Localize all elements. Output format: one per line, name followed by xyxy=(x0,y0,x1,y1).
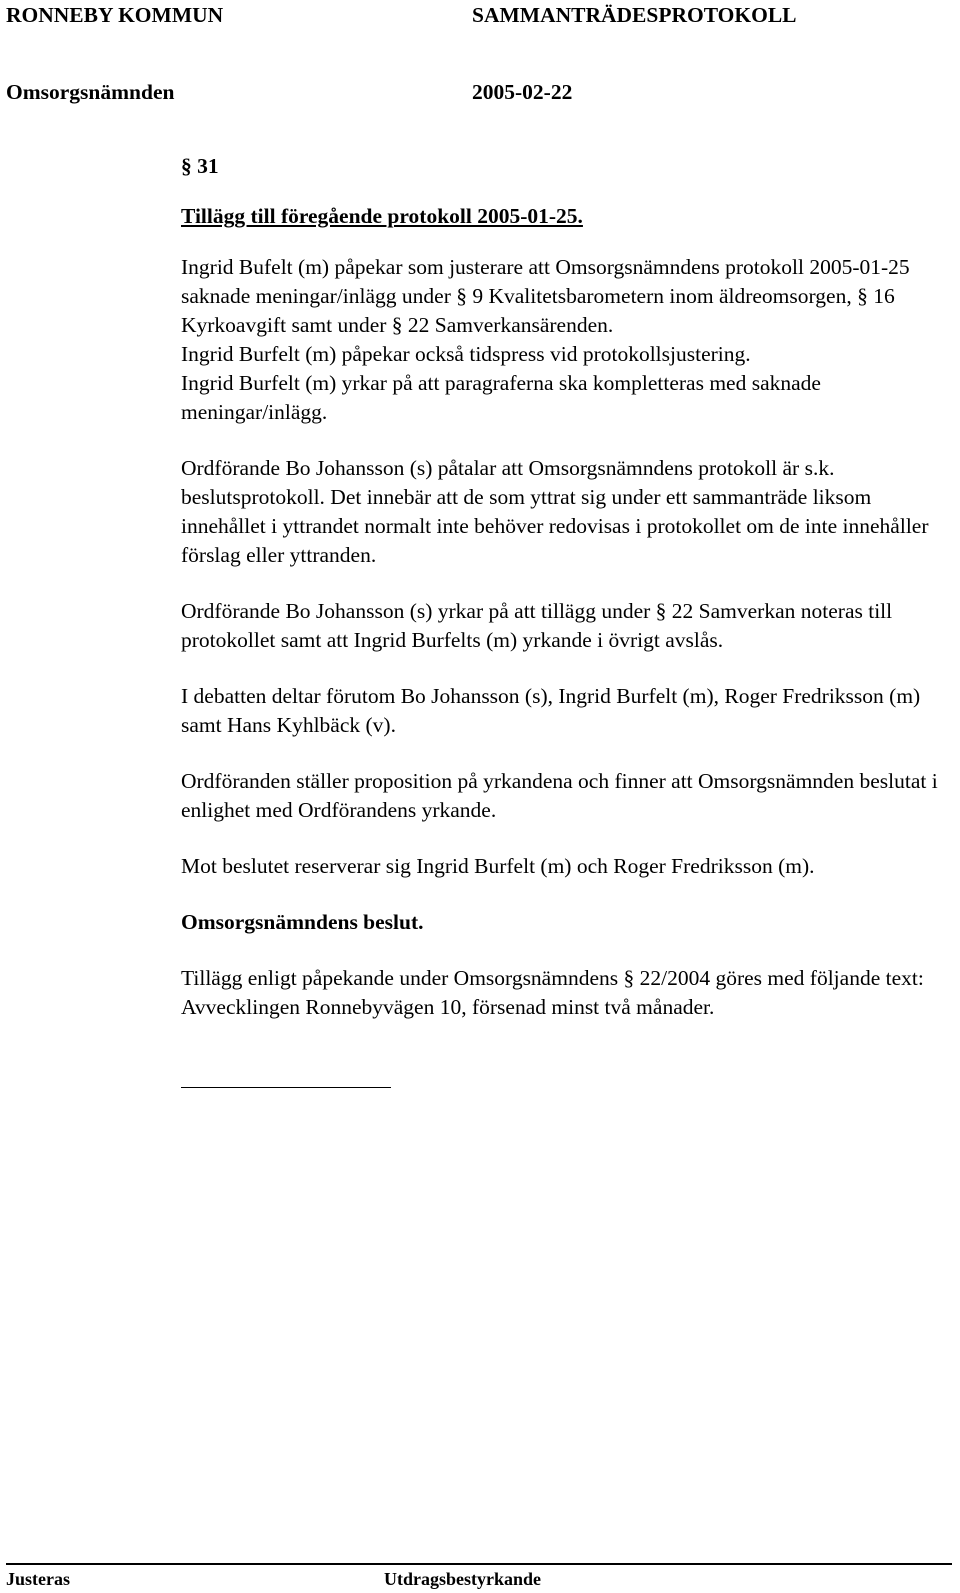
committee-name: Omsorgsnämnden xyxy=(6,80,175,104)
decision-heading: Omsorgsnämndens beslut. xyxy=(181,910,424,934)
decision-text: Tillägg enligt påpekande under Omsorgsnämndens § 22/2004 göres med följande text: Avvecklingen Ronnebyvägen 10, försenad minst två månader. xyxy=(181,966,924,1019)
municipality-name: RONNEBY KOMMUN xyxy=(6,3,224,27)
section-title: Tillägg till föregående protokoll 2005-01-25. xyxy=(181,204,583,228)
section-body xyxy=(181,152,951,1022)
meeting-date: 2005-02-22 xyxy=(472,80,573,104)
paragraph-complaint: Ingrid Bufelt (m) påpekar som justerare att Omsorgsnämndens protokoll 2005-01-25 saknade meningar/inlägg under § 9 Kvalitetsbarometern inom äldreomsorgen, § 16 Kyrkoavgift samt under § 22 Samverkansärenden. xyxy=(181,255,910,337)
footer-justeras: Justeras xyxy=(6,1569,70,1589)
section-number: § 31 xyxy=(181,154,219,178)
paragraph-chair-proposal: Ordförande Bo Johansson (s) yrkar på att tillägg under § 22 Samverkan noteras till protokollet samt att Ingrid Burfelts (m) yrkande i övrigt avslås. xyxy=(181,599,893,652)
signature-line xyxy=(181,1087,391,1088)
paragraph-chair-remark: Ordförande Bo Johansson (s) påtalar att Omsorgsnämndens protokoll är s.k. beslutsprotokoll. Det innebär att de som yttrat sig under ett sammanträde liksom innehållet i yttrandet normalt inte behöver redovisas i protokollet om de inte innehåller förslag eller yttranden. xyxy=(181,456,929,567)
footer-utdragsbestyrkande: Utdragsbestyrkande xyxy=(384,1569,542,1589)
paragraph-reservation: Mot beslutet reserverar sig Ingrid Burfelt (m) och Roger Fredriksson (m). xyxy=(181,854,815,878)
footer-divider xyxy=(6,1563,952,1565)
paragraph-debate: I debatten deltar förutom Bo Johansson (s), Ingrid Burfelt (m), Roger Fredriksson (m) samt Hans Kyhlbäck (v). xyxy=(181,684,921,737)
paragraph-time-pressure: Ingrid Burfelt (m) påpekar också tidspress vid protokollsjustering. xyxy=(181,342,751,366)
paragraph-proposal: Ingrid Burfelt (m) yrkar på att paragraferna ska kompletteras med saknade meningar/inlägg. xyxy=(181,371,821,424)
document-type: SAMMANTRÄDESPROTOKOLL xyxy=(472,3,797,27)
paragraph-proposition: Ordföranden ställer proposition på yrkandena och finner att Omsorgsnämnden beslutat i enlighet med Ordförandens yrkande. xyxy=(181,769,938,822)
